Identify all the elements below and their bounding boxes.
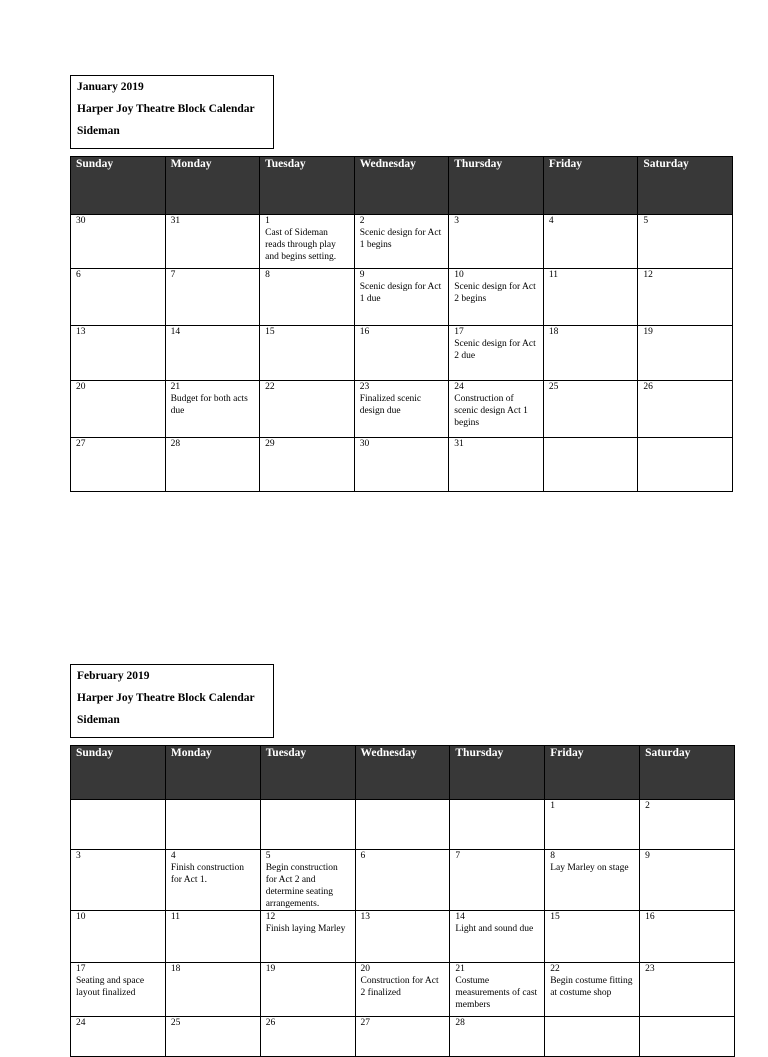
calendar-day-cell [449, 269, 544, 326]
day-number: 22 [265, 382, 275, 392]
calendar-day-cell [450, 800, 545, 850]
calendar-day-cell [71, 215, 166, 269]
calendar-day-cell [165, 215, 260, 269]
day-number: 22 [550, 964, 560, 974]
calendar-month-title: February 2019 [77, 670, 150, 682]
calendar-day-cell [71, 800, 166, 850]
day-number: 31 [170, 216, 181, 226]
calendar-day-cell [355, 850, 450, 911]
calendar-day-cell [638, 438, 733, 492]
calendar-week-row [71, 963, 735, 1017]
calendar-day-cell [165, 269, 260, 326]
day-number: 1 [265, 216, 270, 226]
february-calendar-table [70, 745, 735, 1057]
day-number: 25 [548, 382, 559, 392]
calendar-day-cell [450, 1017, 545, 1057]
weekday-header: Thursday [449, 157, 544, 215]
day-number: 7 [170, 270, 176, 280]
day-event-text: Seating and space layout finalized [76, 976, 145, 998]
calendar-day-cell [260, 381, 355, 438]
day-event-text: Costume measurements of cast members [455, 976, 538, 1010]
calendar-day-cell [354, 438, 449, 492]
calendar-week-row [71, 800, 735, 850]
calendar-day-cell [165, 1017, 260, 1057]
day-number: 20 [76, 382, 86, 392]
day-number: 20 [360, 964, 371, 974]
calendar-day-cell [543, 269, 638, 326]
day-number: 28 [170, 439, 181, 449]
weekday-header: Saturday [640, 746, 735, 800]
day-number: 15 [550, 912, 560, 922]
day-number: 12 [643, 270, 653, 280]
day-number: 24 [454, 382, 464, 392]
day-number: 16 [645, 912, 655, 922]
day-number: 6 [360, 851, 366, 861]
day-event-text: Budget for both acts due [170, 394, 248, 416]
day-number: 13 [360, 912, 371, 922]
weekday-header: Sunday [71, 746, 166, 800]
day-event-text: Scenic design for Act 1 begins [359, 228, 442, 250]
calendar-day-cell [260, 215, 355, 269]
day-event-text: Begin construction for Act 2 and determine seating arrangements. [265, 863, 338, 909]
day-number: 15 [265, 327, 275, 337]
calendar-day-cell [355, 800, 450, 850]
calendar-day-cell [545, 1017, 640, 1057]
day-number: 28 [455, 1018, 465, 1028]
day-event-text: Finish laying Marley [265, 924, 346, 934]
day-number: 14 [455, 912, 465, 922]
weekday-header: Sunday [71, 157, 166, 215]
day-number: 10 [454, 270, 464, 280]
weekday-header: Monday [165, 157, 260, 215]
day-number: 24 [76, 1018, 86, 1028]
day-number: 19 [643, 327, 653, 337]
calendar-show-title: Sideman [77, 714, 120, 726]
calendar-day-cell [165, 326, 260, 381]
calendar-week-row [71, 911, 735, 963]
calendar-show-title: Sideman [77, 125, 120, 137]
day-number: 23 [359, 382, 370, 392]
calendar-day-cell [545, 963, 640, 1017]
day-number: 10 [76, 912, 86, 922]
calendar-day-cell [354, 269, 449, 326]
day-number: 4 [170, 851, 176, 861]
calendar-month-title: January 2019 [77, 81, 144, 93]
weekday-header: Friday [545, 746, 640, 800]
day-number: 18 [548, 327, 559, 337]
calendar-day-cell [543, 438, 638, 492]
calendar-day-cell [355, 911, 450, 963]
calendar-day-cell [71, 326, 166, 381]
calendar-day-cell [260, 850, 355, 911]
calendar-day-cell [638, 326, 733, 381]
calendar-day-cell [71, 438, 166, 492]
day-number: 4 [548, 216, 554, 226]
day-number: 9 [359, 270, 365, 280]
calendar-day-cell [638, 269, 733, 326]
day-number: 2 [645, 801, 650, 811]
calendar-day-cell [260, 911, 355, 963]
day-event-text: Scenic design for Act 2 begins [454, 282, 536, 304]
january-title-box [70, 75, 274, 149]
weekday-header: Saturday [638, 157, 733, 215]
day-number: 14 [170, 327, 181, 337]
calendar-theatre-title: Harper Joy Theatre Block Calendar [77, 103, 255, 115]
calendar-week-row [71, 381, 733, 438]
calendar-day-cell [449, 381, 544, 438]
weekday-header: Wednesday [355, 746, 450, 800]
day-number: 6 [76, 270, 81, 280]
calendar-day-cell [640, 963, 735, 1017]
weekday-header: Tuesday [260, 157, 355, 215]
calendar-week-row [71, 1017, 735, 1057]
calendar-day-cell [260, 326, 355, 381]
calendar-day-cell [543, 215, 638, 269]
calendar-day-cell [71, 963, 166, 1017]
calendar-day-cell [450, 850, 545, 911]
day-event-text: Cast of Sideman reads through play and begins setting. [265, 228, 337, 262]
day-event-text: Finish construction for Act 1. [170, 863, 244, 885]
day-event-text: Scenic design for Act 1 due [359, 282, 442, 304]
day-number: 21 [170, 382, 181, 392]
calendar-day-cell [260, 269, 355, 326]
calendar-day-cell [354, 381, 449, 438]
january-calendar-table [70, 156, 733, 492]
day-number: 30 [359, 439, 370, 449]
day-event-text: Construction for Act 2 finalized [360, 976, 439, 998]
day-number: 3 [454, 216, 459, 226]
day-number: 26 [643, 382, 653, 392]
calendar-day-cell [260, 800, 355, 850]
day-number: 7 [455, 851, 461, 861]
calendar-day-cell [165, 800, 260, 850]
day-number: 25 [170, 1018, 181, 1028]
day-event-text: Begin costume fitting at costume shop [550, 976, 633, 998]
calendar-day-cell [543, 381, 638, 438]
calendar-day-cell [71, 1017, 166, 1057]
calendar-day-cell [450, 963, 545, 1017]
calendar-day-cell [543, 326, 638, 381]
calendar-day-cell [545, 800, 640, 850]
calendar-day-cell [640, 1017, 735, 1057]
calendar-day-cell [354, 215, 449, 269]
calendar-day-cell [354, 326, 449, 381]
calendar-day-cell [71, 381, 166, 438]
calendar-day-cell [449, 326, 544, 381]
calendar-day-cell [165, 381, 260, 438]
day-number: 13 [76, 327, 86, 337]
day-number: 29 [265, 439, 275, 449]
day-number: 26 [265, 1018, 276, 1028]
day-number: 23 [645, 964, 655, 974]
day-number: 5 [643, 216, 649, 226]
day-number: 16 [359, 327, 370, 337]
day-number: 11 [548, 270, 558, 280]
weekday-header: Thursday [450, 746, 545, 800]
day-event-text: Scenic design for Act 2 due [454, 339, 536, 361]
calendar-day-cell [165, 850, 260, 911]
calendar-day-cell [545, 850, 640, 911]
calendar-day-cell [355, 963, 450, 1017]
day-number: 17 [76, 964, 86, 974]
day-number: 8 [550, 851, 555, 861]
day-number: 2 [359, 216, 365, 226]
calendar-day-cell [449, 215, 544, 269]
day-number: 1 [550, 801, 555, 811]
calendar-day-cell [640, 800, 735, 850]
calendar-day-cell [640, 911, 735, 963]
weekday-header: Friday [543, 157, 638, 215]
calendar-day-cell [165, 911, 260, 963]
day-number: 18 [170, 964, 181, 974]
calendar-week-row [71, 850, 735, 911]
day-number: 21 [455, 964, 465, 974]
calendar-day-cell [449, 438, 544, 492]
calendar-day-cell [260, 963, 355, 1017]
calendar-day-cell [260, 1017, 355, 1057]
calendar-day-cell [545, 911, 640, 963]
day-number: 19 [265, 964, 276, 974]
weekday-header: Monday [165, 746, 260, 800]
calendar-day-cell [260, 438, 355, 492]
weekday-header: Tuesday [260, 746, 355, 800]
calendar-week-row [71, 438, 733, 492]
calendar-day-cell [638, 215, 733, 269]
day-number: 27 [76, 439, 86, 449]
calendar-day-cell [165, 963, 260, 1017]
calendar-day-cell [355, 1017, 450, 1057]
calendar-day-cell [638, 381, 733, 438]
day-number: 17 [454, 327, 464, 337]
day-event-text: Lay Marley on stage [550, 863, 629, 873]
calendar-theatre-title: Harper Joy Theatre Block Calendar [77, 692, 255, 704]
day-event-text: Construction of scenic design Act 1 begins [454, 394, 528, 428]
day-number: 5 [265, 851, 271, 861]
calendar-day-cell [450, 911, 545, 963]
calendar-week-row [71, 215, 733, 269]
day-number: 3 [76, 851, 81, 861]
day-number: 8 [265, 270, 270, 280]
calendar-week-row [71, 326, 733, 381]
day-number: 11 [170, 912, 180, 922]
day-event-text: Light and sound due [455, 924, 534, 934]
calendar-day-cell [71, 269, 166, 326]
day-number: 30 [76, 216, 86, 226]
calendar-day-cell [71, 911, 166, 963]
calendar-day-cell [165, 438, 260, 492]
day-number: 31 [454, 439, 464, 449]
weekday-header: Wednesday [354, 157, 449, 215]
day-number: 12 [265, 912, 276, 922]
february-title-box [70, 664, 274, 738]
calendar-week-row [71, 269, 733, 326]
calendar-day-cell [71, 850, 166, 911]
day-number: 27 [360, 1018, 371, 1028]
day-number: 9 [645, 851, 650, 861]
day-event-text: Finalized scenic design due [359, 394, 422, 416]
calendar-day-cell [640, 850, 735, 911]
